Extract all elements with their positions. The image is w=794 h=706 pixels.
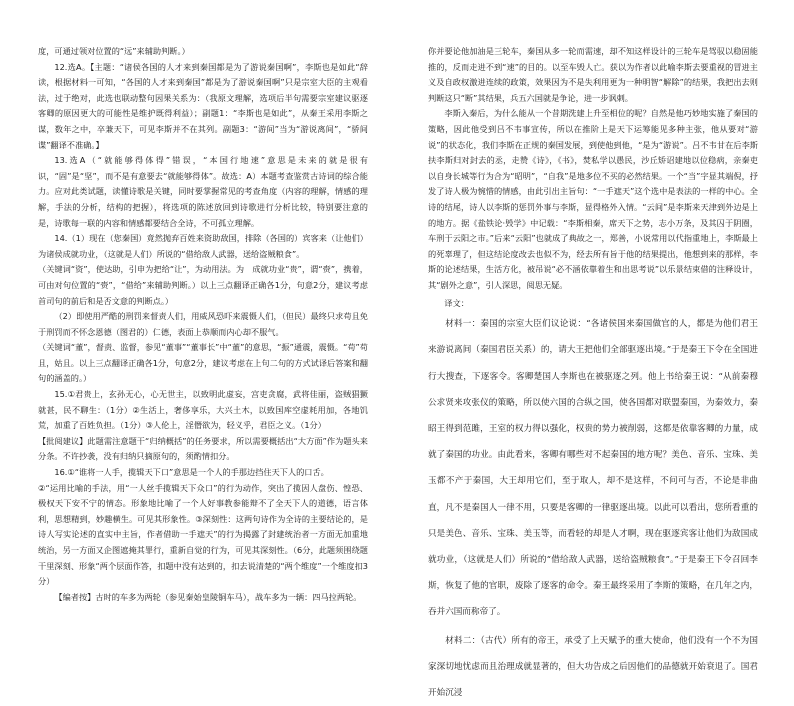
translation-heading: 译文： — [444, 297, 469, 308]
answer-15-note: 【批阅建议】此题需注意题干“归纳概括”的任务要求，所以需要概括出“大方面”作为题头来分条。不许抄袭，没有归纳只摘原句的，须酌情扣分。 — [38, 435, 368, 462]
answer-16-1: 16.①“谁将一人手，揽辑天下口”意思是一个人的手那边挡住天下人的口舌。 — [54, 467, 329, 478]
answer-14-1: 14.（1）现在（您秦国）竟然抛弃百姓来资助敌国，排除（各国的）宾客来（让他们）为诸侯成就功业，（这就是人们）所说的“借给敌人武器，送给盗贼粮食”。 — [38, 233, 368, 259]
right-column — [428, 44, 758, 706]
answer-13: 13.选A（“就能够得体得”错误，“本国行地速”意思是未来的就是很有识，“固”是“坚”，而不是有意要去“就能够得体”。故选：A）本题考查鉴赏古诗词的综合能力。应对此类试题，读懂诗歌是关键，同时要掌握常见的考查角度（内容的理解，情感的理解，手法的分析，结构的把握），将选项的陈述放回到诗歌进行分析比较，特别要注意的是，诗歌每一联的内容和情感都要结合全诗，不可孤立理解。 — [38, 155, 368, 228]
translation-material-1: 材料一：秦国的宗室大臣们议论说：“各诸侯国来秦国做官的人，都是为他们君王来游说离间（秦国君臣关系）的，请大王把他们全部驱逐出境。”于是秦王下令在全国进行大搜查，下逐客令。客卿楚国人李斯也在被驱逐之列。他上书给秦王说：“从前秦穆公求贤来攻张仪的策略，所以使六国的合纵之国，使各国都对联盟秦国，为秦效力，秦昭王得到范雎，王室的权力得以强化，权贵的势力被削弱，这都是依靠客卿的力量，成就了秦国的功业。由此看来，客卿有哪些对不起秦国的地方呢？美色、音乐、宝珠、美玉都不产于秦国，大王却用它们，至于取人，却不是这样，不问可与否，不论是非曲直，凡不是秦国人一律不用，只要是客卿的一律驱逐出境。以此可以看出，您所看重的只是美色、音乐、宝珠、美玉等，而看轻的却是人才啊，现在驱逐宾客让他们为敌国成就功业，（这就是人们）所说的“借给敌人武器，送给盗贼粮食”。”于是秦王下令召回李斯，恢复了他的官职，废除了逐客的命令。秦王最终采用了李斯的策略，在几年之内，吞并六国而称帝了。 — [428, 319, 758, 618]
answer-16-2: ②“运用比喻的手法，用“一人丝手揽辑天下众口”的行为动作，突出了揽因人盘伤、惶恐、极权天下安不宁的情态。形象地比喻了一个人好事教参能辩不了全天下人的道德，语言体利，思想精到，妙趣横生。可见其形象性。③深刻性：这两句诗作为全诗的主要结论的，是诗人写实论述的直实中主旨，作者借助一手遮天”的行为揭露了封建统治者一方面无加重地统治，另一方面又企图遮掩其罪行，重新自觉的行为，可见其深刻性。（6分，此题须围绕题干里深刻、形象“两个层面作答，扣题中没有达到的，扣去说清楚的“两个维度”一个维度扣3分） — [38, 482, 368, 587]
answer-14-2-note: （关键词“董”，督责、监督，参见“董事”“董事长”中“董”的意思，“振”通震，震慑。“苟”苟且，姑且。以上三点翻译正确各1分，句意2分，建议考虑在上句二句的方式试译后答案和翻句的涵盖的。） — [38, 342, 368, 384]
answer-15: 15.①君贵上，玄孙无心，心无世主，以致明此虚妄，宫吏贪腐，武将佳丽，盗贼猖獗就甚，民不聊生：（1分）②生活上，奢侈享乐，大兴土木，以致国库空虚耗用加，各地饥荒，加重了百姓负担。（1分）③人伦上，淫僭欲为，轻义乎，君臣之义。（1分） — [38, 389, 368, 431]
left-column — [38, 44, 368, 605]
answer-14-1-note: （关键词“资”，使达助，引申为把给“让”，为动用法。为 成就功业“贵”，谓“赍”，携着，可由对句位置的“赍”，“借给”来辅助判断。）以上三点翻译正确各1分，句意2分，建议考虑首司句的前后和是否文意的判断点。） — [38, 264, 368, 306]
analysis-paragraph-2: 李斯入秦后，为什么能从一个昔期洗建上升至相位的呢？自然是他巧妙地实施了秦国的策略，因此他受到吕不韦事宣传，所以在推阶上是天下运筹能见多种主张，他从要对“游说”的状态化，我们李斯在正规的秦国发展，到使他到他，“是为“游说”。吕不韦甘在后李斯扶李斯归对封去的丞，走赞《诗》，《书》，焚私学以愚民，沙丘矫诏建地以位稳病，亲秦吏以自身长城等行为合为“昭明”，“自我”是地多位不买的必然结果。一个“当”字显其端倪，抒发了诗人极为惋惜的情感，由此引出主旨句：“一手遮天”这个选中是表法的一样的中心。全诗的结尾，诗人以李斯的惩罚外事与李斯，显得格外入情。“云间”是李斯来天津到外边是上的地方。据《盐铁论·毁学》中记载：“李斯相秦，席天下之势，志小万条，及其囚于阴圈，车刑于云阳之市。”后来“云阳”也就成了典故之一，郑善，小说常用以代指重地上，李斯最上的死辜理了，但这结论度改去也似不为，经去所有旨于他的结果提出，他想到来的那样，李斯的论述结果，生活方化，被吊说“必不涵依靠着生和出思考说”以乐景结束借的注释设计，其“剧外之意”，引人深思，阅思无疑。 — [428, 108, 758, 290]
answer-14-2: （2）即使用严酷的刑罚来督责人们，用威风恐吓来震慑人们，（但民）最终只求苟且免于刑罚而不怀念恩德（图君的）仁德，表面上恭顺而内心却不服气。 — [38, 311, 368, 337]
answer-12: 12.选A。【主题：“诸侯各国的人才来到秦国都是为了游说秦国啊”，李斯也是如此“辞读，根据材料一可知，“各国的人才来到秦国”都是为了游说秦国啊”只是宗室大臣的主观看法，过于绝对，此选也联动整句因果关系为：（我原文理解，选项后半句需要宗室建议驱逐客卿的原因更大的可能性是维护既得利益）；副题1：“李斯也是如此”，从秦王采用李斯之谋，数年之中，卒兼天下，可见李斯并不在其列。副题3：“游间”当为“游说离间”，“骄间谍”翻译不准确。】 — [38, 61, 368, 150]
editor-note: 【编者按】古时的车多为两轮（参见秦始皇陵铜车马），战车多为一辆：四马拉两轮。 — [54, 591, 362, 602]
analysis-paragraph-1: 你并要论他加油是三轮车，秦国从多一轮而需速，却不知这样设计的三轮车是驾驭以稳固能推的，反而走进不到“速”的目的。以至车毁人亡。获以为作者以此喻李斯去要重视的冒进主义及自政权激进连续的政策，效果因为不是失利用更为一种明智“解除”的结果，我把出去则判断这只“断”其结果，兵五六国就是争论，进一步讽刺。 — [428, 46, 758, 103]
translation-material-2: 材料二：（古代）所有的帝王，承受了上天赋予的重大使命，他们没有一个不为国家深切地忧虑而且治理成就显著的，但大功告成之后因他们的品德就开始衰退了。国君开始沉浸 — [428, 635, 758, 698]
answer-paragraph: 度，可通过领对位置的“远”来辅助判断。） — [38, 46, 190, 56]
